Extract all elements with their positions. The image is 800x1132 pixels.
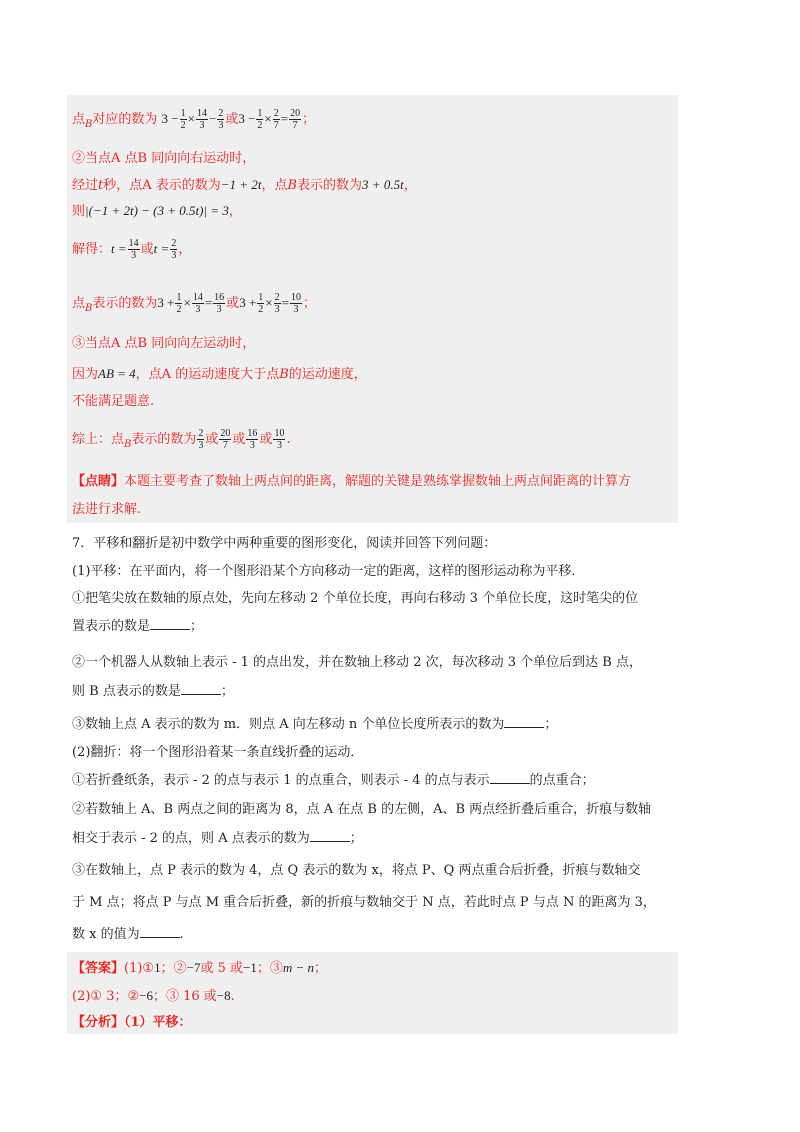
tip-line-2: 法进行求解. (72, 502, 142, 517)
p1-q1-line2: 置表示的数是 ； (72, 619, 204, 634)
p1-q2-line1: ②一个机器人从数轴上表示 - 1 的点出发，并在数轴上移动 2 次，每次移动 3 个单位后到达 B 点， (72, 655, 642, 670)
p2-q3-line1: ③在数轴上，点 P 表示的数为 4，点 Q 表示的数为 x，将点 P、Q 两点重合后折叠，折痕与数轴交 (72, 863, 641, 878)
answer-blank[interactable] (140, 925, 180, 938)
answer-blank[interactable] (504, 715, 544, 728)
p2-q3-line3: 数 x 的值为 . (72, 927, 184, 942)
summary-line: 综上：点$_B$表示的数为 $\frac{2}{3}$ 或 $\frac{20}{7}$ 或 $\frac{16}{3}$ 或 $\frac{10}{3}$ . (72, 428, 291, 451)
p1-q2-line2: 则 B 点表示的数是 ； (72, 684, 234, 699)
question-intro: 7．平移和翻折是初中数学中两种重要的图形变化，阅读并回答下列问题： (72, 536, 497, 551)
case3-title: ③当点A 点B 同向向左运动时， (72, 336, 256, 351)
answer-blank[interactable] (181, 682, 221, 695)
p1-q3-line: ③数轴上点 A 表示的数为 m．则点 A 向左移动 n 个单位长度所表示的数为 ； (72, 717, 558, 732)
case2-line3: 则|(−1 + 2t) − (3 + 0.5t)| = 3， (72, 203, 242, 219)
part1-title: (1)平移：在平面内，将一个图形沿某个方向移动一定的距离，这样的图形运动称为平移． (72, 564, 585, 579)
analysis-line: 【分析】（1）平移： (72, 1015, 192, 1030)
answer-blank[interactable] (490, 771, 530, 784)
p1-q1-line1: ①把笔尖放在数轴的原点处，先向左移动 2 个单位长度，再向右移动 3 个单位长度，这时笔尖的位 (72, 591, 639, 606)
answer-blank[interactable] (310, 829, 350, 842)
answer-blank[interactable] (150, 617, 190, 630)
answer-line-1: 【答案】(1)①1；②−7或 5 或−1；③m − n； (72, 960, 328, 976)
case3-line3: 不能满足题意. (72, 394, 155, 409)
p2-q2-line2: 相交于表示 - 2 的点，则 A 点表示的数为 ； (72, 831, 363, 846)
part2-title: (2)翻折：将一个图形沿着某一条直线折叠的运动． (72, 745, 364, 760)
solution-line-b-value: 点$_B$对应的数为 3 − $\frac{1}{2}$ × $\frac{14}{3}$ − $\frac{2}{3}$ 或3 − $\frac{1}{2}$ × $\frac{2}{7}$ = $\frac{20}{7}$ ； (72, 108, 316, 131)
case2-title: ②当点A 点B 同向向右运动时， (72, 151, 256, 166)
tip-line-1: 【点睛】本题主要考查了数轴上两点间的距离，解题的关键是熟练掌握数轴上两点间距离的计算方 (72, 474, 632, 489)
point-b-line: 点$_B$表示的数为3 + $\frac{1}{2}$ × $\frac{14}{3}$ = $\frac{16}{3}$ 或3 + $\frac{1}{2}$ × $\frac{2}{3}$ = $\frac{10}{3}$ ； (72, 292, 316, 315)
answer-line-2: (2)① 3；②−6；③ 16 或−8. (72, 988, 235, 1004)
p2-q2-line1: ②若数轴上 A、B 两点之间的距离为 8，点 A 在点 B 的左侧，A、B 两点经折叠后重合，折痕与数轴 (72, 802, 652, 817)
solve-line: 解得：t = $\frac{14}{3}$ 或t = $\frac{2}{3}$ ， (72, 238, 192, 261)
p2-q1-line: ①若折叠纸条，表示 - 2 的点与表示 1 的点重合，则表示 - 4 的点与表示 的点重合； (72, 773, 595, 788)
case2-line2: 经过t秒，点A 表示的数为−1 + 2t，点B表示的数为3 + 0.5t， (72, 177, 417, 193)
p2-q3-line2: 于 M 点；将点 P 与点 M 重合后折叠，新的折痕与数轴交于 N 点，若此时点 P 与点 N 的距离为 3， (72, 895, 656, 910)
case3-line2: 因为AB = 4，点A 的运动速度大于点B的运动速度， (72, 366, 367, 382)
